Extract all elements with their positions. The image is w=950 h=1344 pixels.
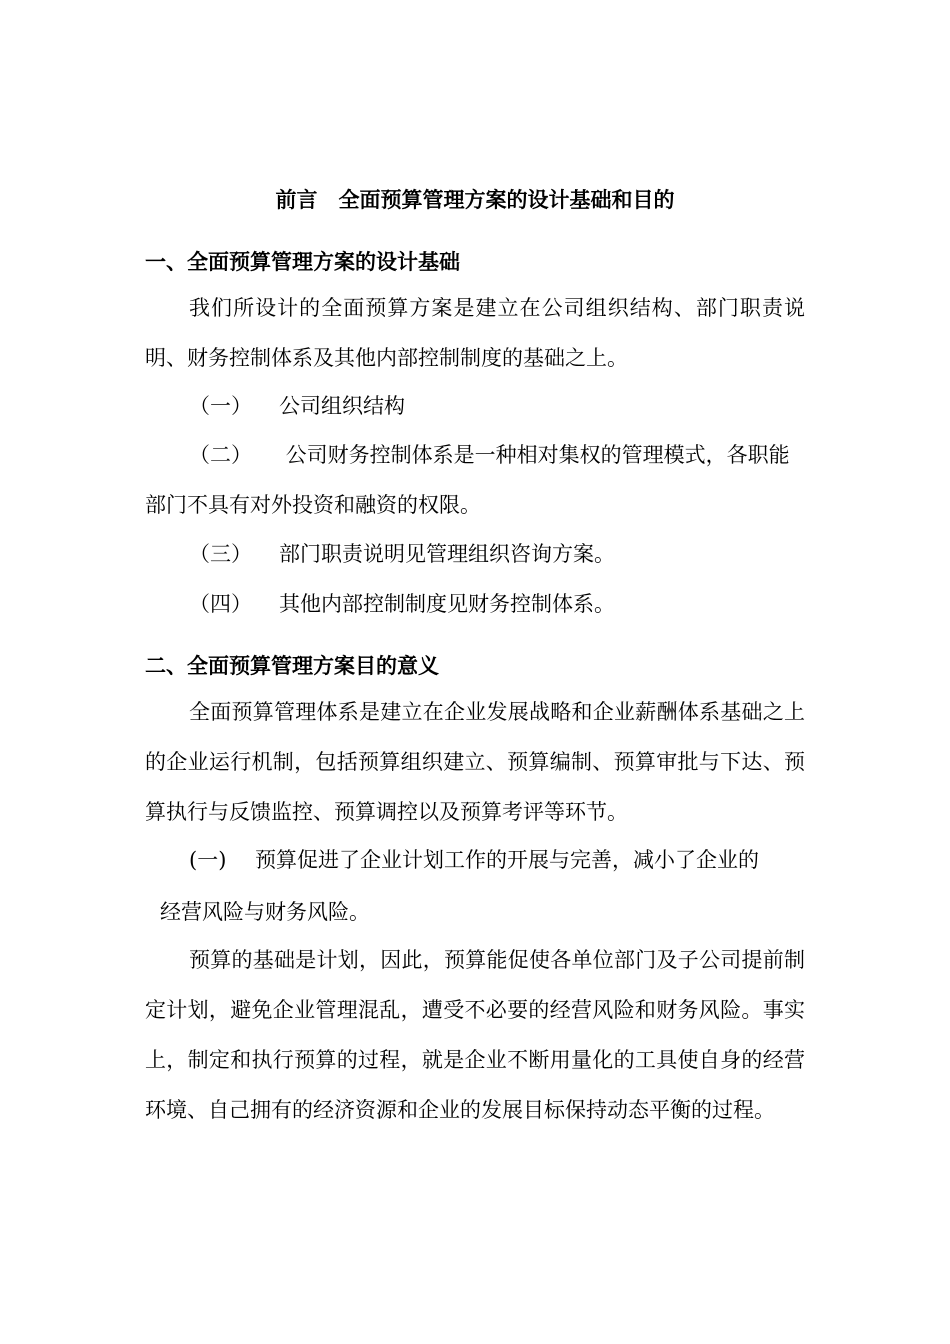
section-1-heading: 一、全面预算管理方案的设计基础	[145, 250, 460, 274]
item-number: （二）	[189, 443, 252, 467]
item-number: （三）	[189, 542, 252, 566]
item-text: 预算促进了企业计划工作的开展与完善，减小了企业的	[255, 848, 759, 872]
section-2-intro: 全面预算管理体系是建立在企业发展战略和企业薪酬体系基础之上的企业运行机制，包括预算组织建立、预算编制、预算审批与下达、预算执行与反馈监控、预算调控以及预算考评等环节。	[145, 700, 805, 824]
section-1-intro: 我们所设计的全面预算方案是建立在公司组织结构、部门职责说明、财务控制体系及其他内部控制制度的基础之上。	[145, 296, 805, 370]
section-1-item-3	[189, 538, 615, 570]
section-2-paragraph: 预算的基础是计划，因此，预算能促使各单位部门及子公司提前制定计划，避免企业管理混乱，遭受不必要的经营风险和财务风险。事实上，制定和执行预算的过程，就是企业不断用量化的工具使自身的经营环境、自己拥有的经济资源和企业的发展目标保持动态平衡的过程。	[145, 948, 805, 1122]
section-1-item-4	[189, 588, 615, 620]
item-text: 公司组织结构	[279, 394, 405, 418]
item-text: 部门职责说明见管理组织咨询方案。	[279, 542, 615, 566]
item-number: （四）	[189, 592, 252, 616]
section-1-item-2	[145, 430, 805, 530]
section-2-item-1-continuation: 经营风险与财务风险。	[160, 900, 370, 924]
item-text: 其他内部控制制度见财务控制体系。	[279, 592, 615, 616]
section-2-item-1	[189, 844, 759, 876]
item-number: (一)	[189, 848, 227, 872]
page-title: 前言 全面预算管理方案的设计基础和目的	[275, 188, 675, 212]
item-text: 公司财务控制体系是一种相对集权的管理模式，各职能部门不具有对外投资和融资的权限。	[145, 443, 790, 517]
section-1-item-1	[189, 390, 405, 422]
item-number: （一）	[189, 394, 252, 418]
section-2-heading: 二、全面预算管理方案目的意义	[145, 654, 439, 678]
